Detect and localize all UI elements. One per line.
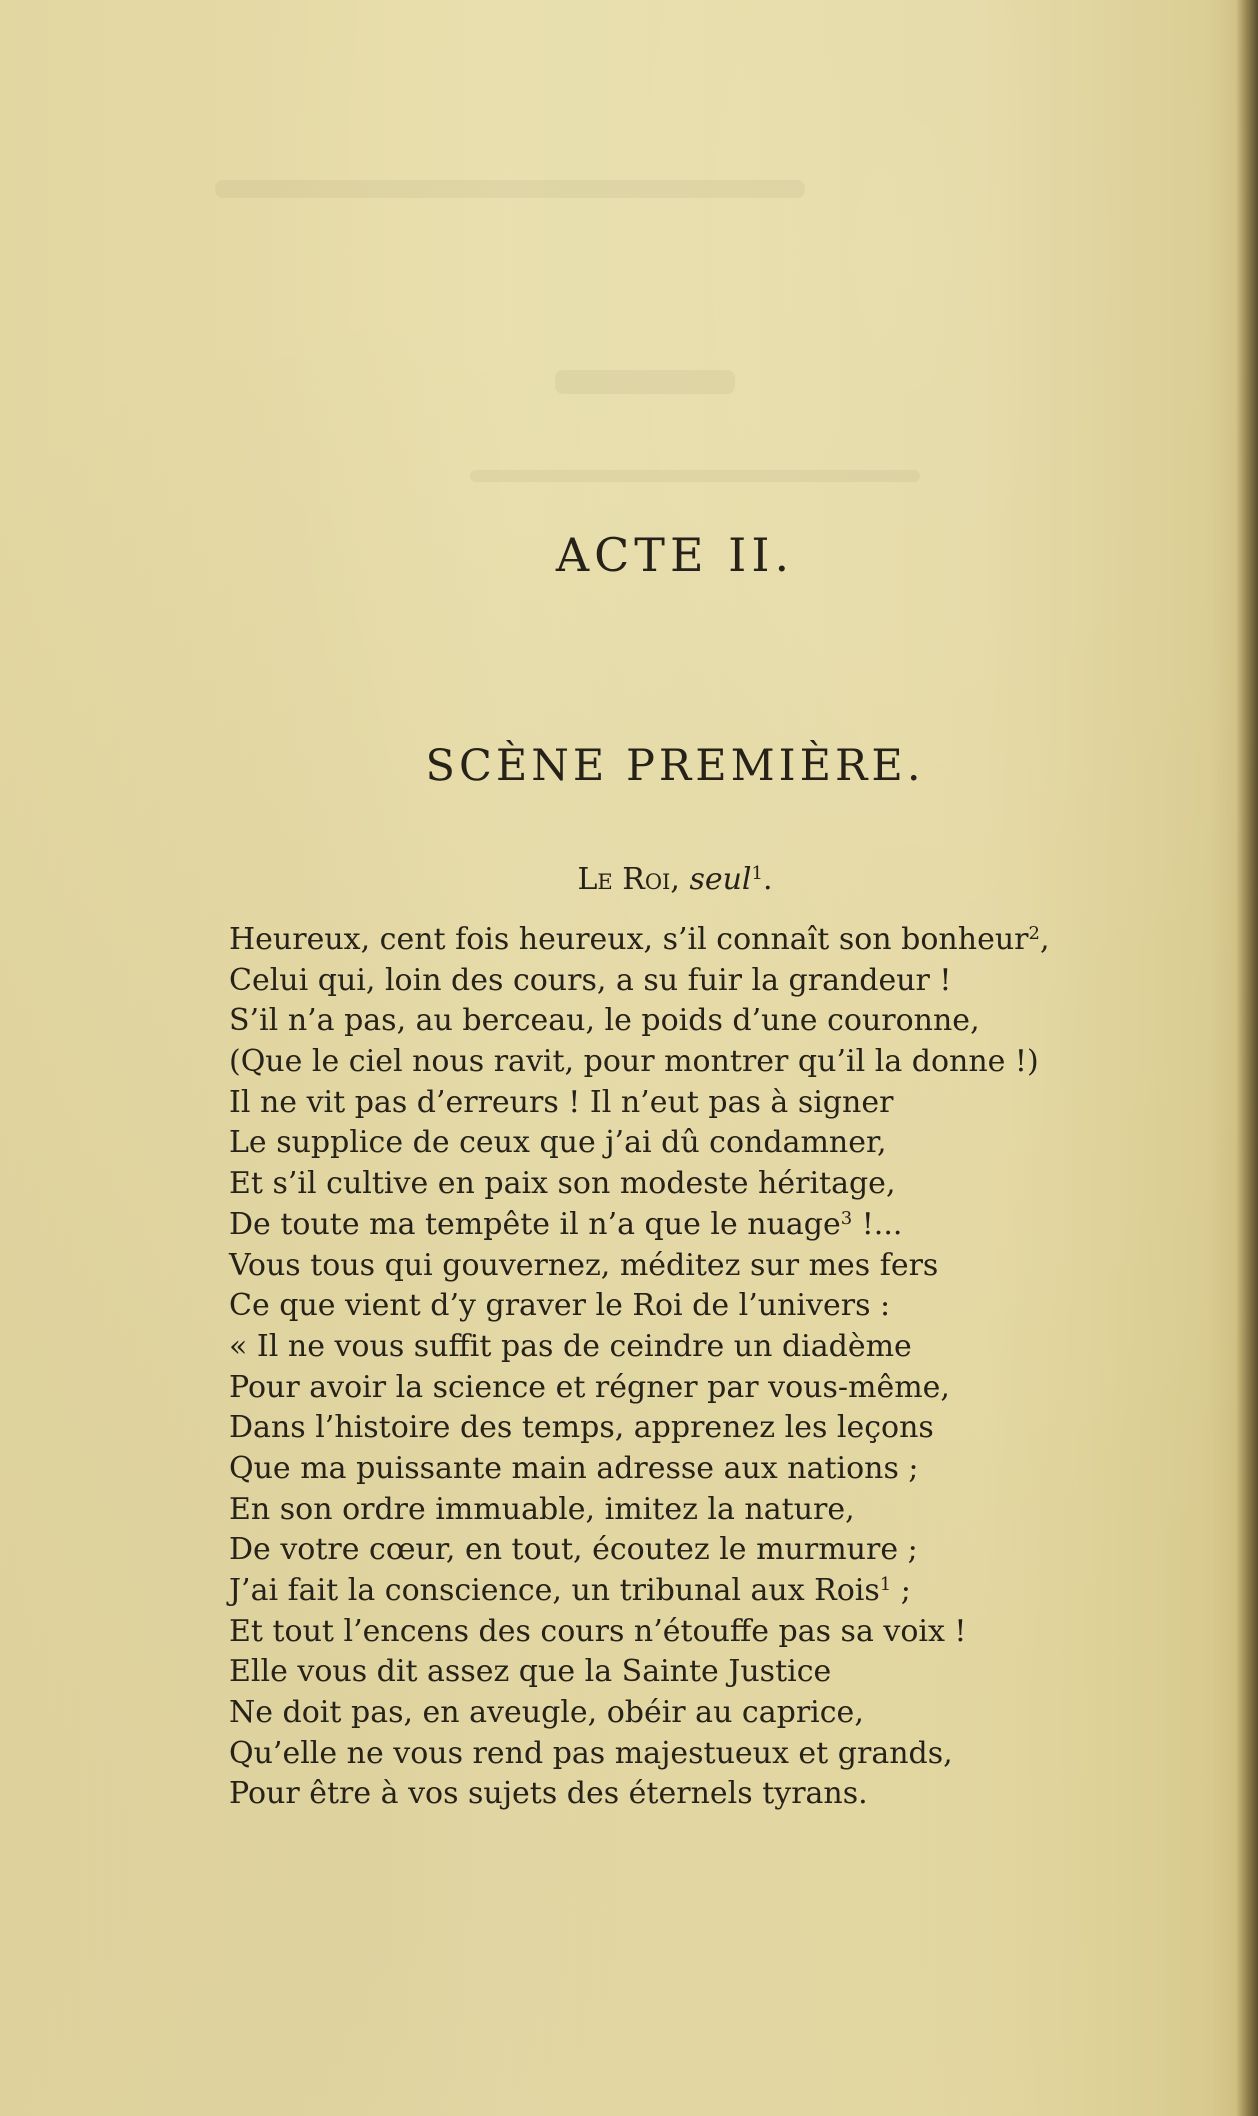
verse-line <box>229 1693 989 1734</box>
verse-line <box>229 1612 989 1653</box>
verse-line <box>229 961 989 1002</box>
act-title: ACTE II. <box>555 528 795 582</box>
verse-line <box>229 1774 989 1815</box>
verse-line <box>229 1123 989 1164</box>
verse-line <box>229 1368 989 1409</box>
verse-text: Que ma puissante main adresse aux nations ; <box>229 1450 919 1486</box>
speaker-end-punctuation: . <box>762 862 773 897</box>
verse-line <box>229 1571 989 1612</box>
verse-text: Pour avoir la science et régner par vous-même, <box>229 1369 950 1405</box>
bleed-through-shadow <box>555 370 735 394</box>
verse-text: Le supplice de ceux que j’ai dû condamner, <box>229 1125 887 1161</box>
footnote-marker: 1 <box>751 863 763 884</box>
verse-text: S’il n’a pas, au berceau, le poids d’une couronne, <box>229 1003 980 1039</box>
verse-line <box>229 1246 989 1287</box>
verse-text: Vous tous qui gouvernez, méditez sur mes fers <box>229 1247 939 1283</box>
verse-line <box>229 920 1050 961</box>
verse-text: « Il ne vous suffit pas de ceindre un diadème <box>229 1328 912 1364</box>
verse-line <box>229 1408 989 1449</box>
verse-text: Ce que vient d’y graver le Roi de l’univers : <box>229 1288 891 1324</box>
footnote-marker: 1 <box>879 1574 892 1595</box>
verse-line <box>229 1490 989 1531</box>
verse-text: En son ordre immuable, imitez la nature, <box>229 1491 855 1527</box>
verse-text: Il ne vit pas d’erreurs ! Il n’eut pas à signer <box>229 1084 894 1120</box>
page-binding-edge <box>1236 0 1258 2116</box>
verse-line <box>229 1327 989 1368</box>
verse-text: Ne doit pas, en aveugle, obéir au caprice, <box>229 1695 864 1731</box>
verse-line <box>229 1164 989 1205</box>
verse-text: (Que le ciel nous ravit, pour montrer qu’il la donne !) <box>229 1044 1039 1080</box>
verse-list <box>229 920 1050 1815</box>
verse-text: Dans l’histoire des temps, apprenez les leçons <box>229 1410 934 1446</box>
verse-line <box>229 1001 989 1042</box>
scene-title: SCÈNE PREMIÈRE. <box>425 741 925 791</box>
verse-line <box>229 1652 989 1693</box>
verse-line <box>229 1083 989 1124</box>
speaker-name: Le Roi <box>577 862 671 897</box>
verse-line <box>229 1205 989 1246</box>
verse-text: Et tout l’encens des cours n’étouffe pas sa voix ! <box>229 1613 967 1649</box>
verse-text: De toute ma tempête il n’a que le nuage <box>229 1206 841 1242</box>
verse-line <box>229 1286 989 1327</box>
verse-text: Heureux, cent fois heureux, s’il connaît son bonheur <box>229 922 1029 957</box>
verse-text: Elle vous dit assez que la Sainte Justice <box>229 1654 832 1690</box>
verse-tail: !... <box>852 1206 903 1242</box>
bleed-through-shadow <box>470 470 920 482</box>
verse-tail: ; <box>891 1573 911 1608</box>
bleed-through-shadow <box>215 180 805 198</box>
verse-text: J’ai fait la conscience, un tribunal aux Rois <box>229 1573 880 1608</box>
footnote-marker: 3 <box>840 1207 853 1229</box>
verse-text: Qu’elle ne vous rend pas majestueux et grands, <box>229 1735 953 1771</box>
speaker-separator: , <box>670 862 690 897</box>
verse-text: Pour être à vos sujets des éternels tyrans. <box>229 1776 868 1812</box>
verse-text: Et s’il cultive en paix son modeste héritage, <box>229 1166 896 1202</box>
speaker-heading <box>0 862 1258 897</box>
verse-tail: , <box>1039 922 1050 957</box>
stage-direction: seul <box>689 862 752 897</box>
verse-line <box>229 1530 989 1571</box>
verse-text: De votre cœur, en tout, écoutez le murmure ; <box>229 1532 918 1568</box>
footnote-marker: 2 <box>1028 923 1040 944</box>
verse-text: Celui qui, loin des cours, a su fuir la grandeur ! <box>229 962 952 998</box>
verse-line <box>229 1734 989 1775</box>
verse-line <box>229 1449 989 1490</box>
verse-line <box>229 1042 1039 1083</box>
